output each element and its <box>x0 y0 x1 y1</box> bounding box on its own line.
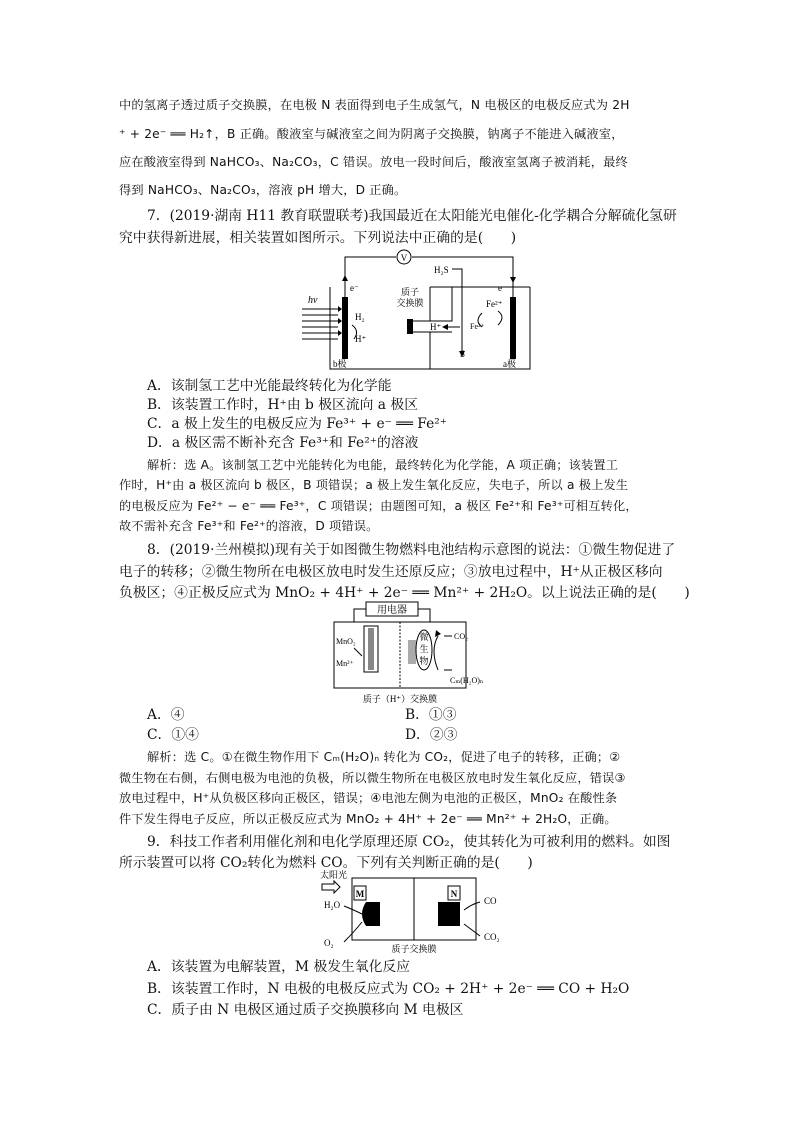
co2-label: CO₂ <box>484 932 500 942</box>
q7-stem: 究中获得新进展，相关装置如图所示。下列说法中正确的是( ) <box>119 230 517 246</box>
co2-label: CO₂ <box>454 632 468 641</box>
q9-option-a[interactable]: A．该装置为电解装置，M 极发生氧化反应 <box>147 959 411 975</box>
device-label: 用电器 <box>377 605 407 616</box>
q7-explanation: 的电极反应为 Fe²⁺ − e⁻ ══ Fe³⁺，C 项错误；由题图可知，a 极区 Fe²⁺和 Fe³⁺可相互转化， <box>119 499 638 513</box>
mn2-label: Mn²⁺ <box>336 659 354 668</box>
b-electrode <box>342 297 348 359</box>
caption: 质子（H⁺）交换膜 <box>362 694 438 704</box>
hplus-label: H⁺ <box>355 334 367 344</box>
q8-figure <box>326 600 506 708</box>
q8-option-d[interactable]: D．②③ <box>405 727 458 743</box>
hplus-label: H⁺ <box>430 322 442 332</box>
a-electrode <box>510 297 516 359</box>
q8-explanation: 件下发生得电子反应，所以正极反应式为 MnO₂ + 4H⁺ + 2e⁻ ══ Mn²⁺ + 2H₂O，正确。 <box>119 812 617 826</box>
microbe-label: 微 <box>419 632 429 642</box>
q8-option-b[interactable]: B．①③ <box>405 707 457 723</box>
q8-option-c[interactable]: C．①④ <box>147 727 199 743</box>
q7-option-b[interactable]: B．该装置工作时，H⁺由 b 极区流向 a 极区 <box>147 397 419 413</box>
e-label: e⁻ <box>350 283 359 293</box>
microbe-label: 生 <box>419 644 429 654</box>
q7-figure <box>300 247 540 375</box>
q9-stem: 所示装置可以将 CO₂转化为燃料 CO。下列有关判断正确的是( ) <box>119 855 533 871</box>
q7-option-c[interactable]: C．a 极上发生的电极反应为 Fe³⁺ + e⁻ ══ Fe²⁺ <box>147 416 448 432</box>
m-label: M <box>355 889 365 899</box>
co-label: CO <box>484 896 497 906</box>
text-line: 得到 NaHCO₃、Na₂CO₃，溶液 pH 增大，D 正确。 <box>119 183 407 197</box>
fe3-label: Fe³⁺ <box>470 322 485 331</box>
text-line: 中的氢离子透过质子交换膜，在电极 N 表面得到电子生成氢气，N 电极区的电极反应式为 2H <box>119 98 630 112</box>
sun-label: 太阳光 <box>320 870 348 880</box>
microbe-label: 物 <box>419 656 429 666</box>
b-label: b极 <box>333 359 347 369</box>
caption: 质子交换膜 <box>391 944 437 954</box>
hv-label: hv <box>308 295 318 306</box>
q8-explanation: 放电过程中，H⁺从负极区移向正极区，错误；④电池左侧为电池的正极区，MnO₂ 在酸性条 <box>119 791 618 805</box>
q8-explanation: 微生物在右侧，右侧电极为电池的负极，所以微生物所在电极区放电时发生氧化反应，错误③ <box>119 771 626 785</box>
q7-stem: 7．(2019·湖南 H11 教育联盟联考)我国最近在太阳能光电催化-化学耦合分解硫化氢研 <box>147 208 677 224</box>
q9-figure <box>318 866 508 956</box>
n-label: N <box>450 889 458 899</box>
q8-stem: 8．(2019·兰州模拟)现有关于如图微生物燃料电池结构示意图的说法：①微生物促进了 <box>147 542 676 558</box>
q8-stem: 负极区；④正极反应式为 MnO₂ + 4H⁺ + 2e⁻ ══ Mn²⁺ + 2H₂O。以上说法正确的是( ) <box>119 585 690 601</box>
a-label: a极 <box>503 359 516 369</box>
q9-option-b[interactable]: B．该装置工作时，N 电极的电极反应式为 CO₂ + 2H⁺ + 2e⁻ ══ CO + H₂O <box>147 981 630 997</box>
h2s-label: H₂S <box>434 265 449 275</box>
membrane-label: 交换膜 <box>396 298 424 308</box>
h2o-label: H₂O <box>324 900 341 910</box>
q7-explanation: 故不需补充含 Fe³⁺和 Fe²⁺的溶液，D 项错误。 <box>119 519 379 533</box>
text-line: 应在酸液室得到 NaHCO₃、Na₂CO₃，C 错误。放电一段时间后，酸液室氢离子被消耗，最终 <box>119 155 628 169</box>
s-label: S <box>460 349 466 359</box>
q9-option-c[interactable]: C．质子由 N 电极区通过质子交换膜移向 M 电极区 <box>147 1002 464 1018</box>
q9-stem: 9．科技工作者利用催化剂和电化学原理还原 CO₂，使其转化为可被利用的燃料。如图 <box>147 834 671 850</box>
e-label: e⁻ <box>498 283 507 293</box>
cm-label: Cₘ(H₂O)ₙ <box>450 676 484 685</box>
fe2-label: Fe²⁺ <box>486 299 503 309</box>
q7-option-d[interactable]: D．a 极区需不断补充含 Fe³⁺和 Fe²⁺的溶液 <box>147 435 419 451</box>
membrane-label: 质子 <box>400 287 420 297</box>
q7-option-a[interactable]: A．该制氢工艺中光能最终转化为化学能 <box>147 378 392 394</box>
q7-explanation: 作时，H⁺由 a 极区流向 b 极区，B 项错误；a 极上发生氧化反应，失电子，所以 a 极上发生 <box>119 478 629 492</box>
voltmeter-label: V <box>400 253 408 263</box>
q8-explanation: 解析：选 C。①在微生物作用下 Cₘ(H₂O)ₙ 转化为 CO₂，促进了电子的转移，正确；② <box>147 750 621 764</box>
text-line: ⁺ + 2e⁻ ══ H₂↑，B 正确。酸液室与碱液室之间为阴离子交换膜，钠离子不能进入碱液室， <box>119 127 624 141</box>
q8-stem: 电子的转移；②微生物所在电极区放电时发生还原反应；③放电过程中，H⁺从正极区移向 <box>119 564 663 580</box>
q8-option-a[interactable]: A．④ <box>147 707 185 723</box>
h2-label: H₂ <box>355 312 365 322</box>
mno2-label: MnO₂ <box>336 637 356 646</box>
o2-label: O₂ <box>324 938 334 948</box>
q7-explanation: 解析：选 A。该制氢工艺中光能转化为电能，最终转化为化学能，A 项正确；该装置工 <box>147 458 619 472</box>
membrane <box>407 319 413 334</box>
